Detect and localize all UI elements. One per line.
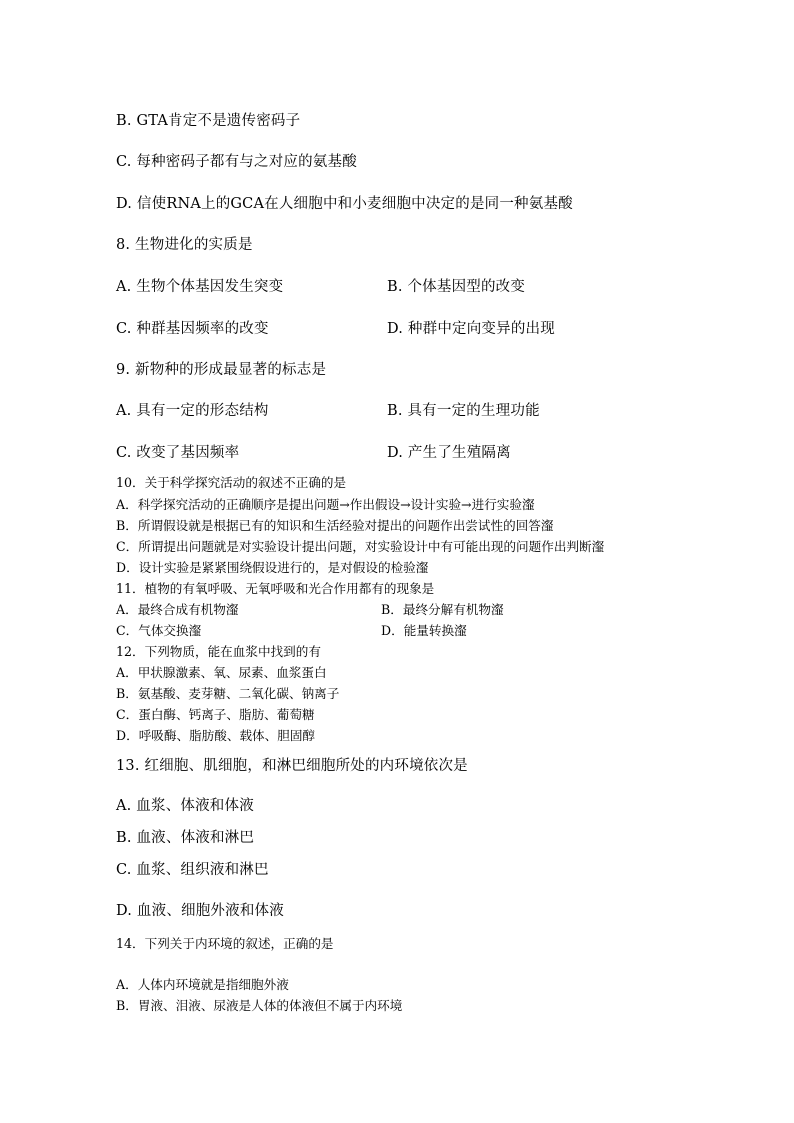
q8-option-a: A. 生物个体基因发生突变 [116,279,284,295]
q13-option-c: C. 血浆、组织液和淋巴 [116,862,269,878]
q12-stem: 12．下列物质，能在血浆中找到的有 [116,644,321,659]
q10-option-b: B．所谓假设就是根据已有的知识和生活经验对提出的问题作出尝试性的回答瀣 [116,518,554,533]
q8-option-d: D. 种群中定向变异的出现 [387,321,555,337]
q11-option-d: D．能量转换瀣 [381,623,467,638]
q12-option-a: A．甲状腺激素、氧、尿素、血浆蛋白 [116,665,327,680]
q14-option-a: A．人体内环境就是指细胞外液 [116,977,289,992]
q8-option-c: C. 种群基因频率的改变 [116,321,269,337]
q11-stem: 11．植物的有氧呼吸、无氧呼吸和光合作用都有的现象是 [116,581,435,596]
q14-option-b: B．胃液、泪液、尿液是人体的体液但不属于内环境 [116,998,403,1013]
q14-stem: 14．下列关于内环境的叙述，正确的是 [116,936,334,951]
q10-option-c: C．所谓提出问题就是对实验设计提出问题，对实验设计中有可能出现的问题作出判断瀣 [116,539,605,554]
q10-option-a: A．科学探究活动的正确顺序是提出问题→作出假设→设计实验→进行实验瀣 [116,497,535,512]
q11-option-c: C．气体交换瀣 [116,623,202,638]
q13-stem: 13. 红细胞、肌细胞，和淋巴细胞所处的内环境依次是 [116,758,468,774]
q13-option-a: A. 血浆、体液和体液 [116,798,254,814]
q7-option-c: C. 每种密码子都有与之对应的氨基酸 [116,154,357,170]
q9-option-c: C. 改变了基因频率 [116,445,240,461]
q13-option-b: B. 血液、体液和淋巴 [116,830,255,846]
q9-option-b: B. 具有一定的生理功能 [387,403,540,419]
q12-option-d: D．呼吸酶、脂肪酸、载体、胆固醇 [116,728,316,743]
q9-option-a: A. 具有一定的形态结构 [116,403,269,419]
q7-option-b: B. GTA肯定不是遗传密码子 [116,113,301,129]
q11-option-a: A．最终合成有机物瀣 [116,602,239,617]
q9-stem: 9. 新物种的形成最显著的标志是 [116,362,327,378]
q10-stem: 10．关于科学探究活动的叙述不正确的是 [116,475,347,490]
q11-option-b: B．最终分解有机物瀣 [381,602,504,617]
q12-option-c: C．蛋白酶、钙离子、脂肪、葡萄糖 [116,707,315,722]
q10-option-d: D．设计实验是紧紧围绕假设进行的，是对假设的检验瀣 [116,560,429,575]
q13-option-d: D. 血液、细胞外液和体液 [116,903,284,919]
q12-option-b: B．氨基酸、麦芽糖、二氧化碳、钠离子 [116,686,340,701]
q9-option-d: D. 产生了生殖隔离 [387,445,511,461]
q8-option-b: B. 个体基因型的改变 [387,279,526,295]
q8-stem: 8. 生物进化的实质是 [116,237,253,253]
q7-option-d: D. 信使RNA上的GCA在人细胞中和小麦细胞中决定的是同一种氨基酸 [116,196,573,212]
